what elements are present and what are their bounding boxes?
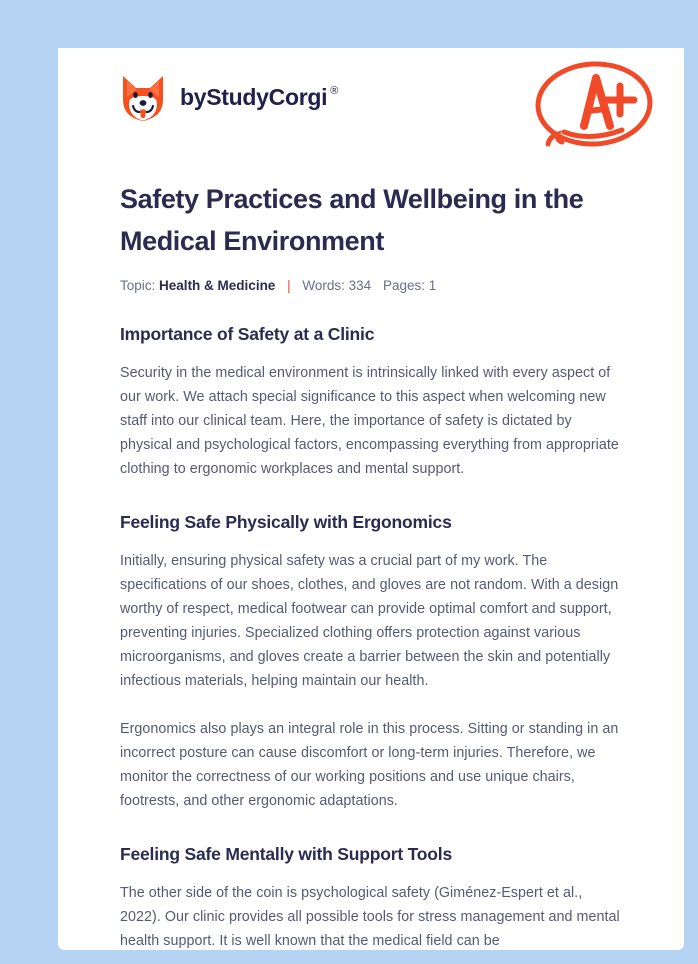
brand-logo-group[interactable] [120, 72, 338, 122]
brand-name [180, 84, 338, 111]
section-3-paragraph-1: The other side of the coin is psychological safety (Giménez-Espert et al., 2022). Our clinic provides all possible tools for stress management and mental health support. It is well known that the medical field can be [120, 885, 620, 949]
corgi-face-icon [120, 72, 166, 122]
section-heading-1: Importance of Safety at a Clinic [120, 324, 375, 344]
page-count: Pages: 1 [382, 278, 437, 293]
word-count: Words: 334 [302, 278, 372, 293]
document-meta [120, 278, 622, 293]
document-header [58, 48, 684, 160]
section-heading-2: Feeling Safe Physically with Ergonomics [120, 512, 452, 532]
document-paper [58, 48, 684, 950]
topic-label: Topic: [120, 278, 156, 293]
registered-trademark-icon: ® [330, 84, 339, 97]
meta-separator: | [287, 278, 291, 293]
section-2-paragraph-1: Initially, ensuring physical safety was a crucial part of my work. The specifications of our shoes, clothes, and gloves are not random. With a design worthy of respect, medical footwear can provide optimal comfort and support, preventing injuries. Specialized clothing offers protection against various microorganisms, and gloves create a barrier between the skin and potentially infectious materials, helping maintain our health. [120, 553, 619, 689]
section-heading-3: Feeling Safe Mentally with Support Tools [120, 844, 452, 864]
page-title: Safety Practices and Wellbeing in the Medical Environment [120, 184, 584, 256]
brand-prefix: by [180, 83, 207, 110]
section-1-paragraph-1: Security in the medical environment is intrinsically linked with every aspect of our work. We attach special significance to this aspect when welcoming new staff into our clinical team. Here, the importance of safety is dictated by physical and psychological factors, encompassing everything from appropriate clothing to ergonomic workplaces and mental support. [120, 365, 619, 477]
section-2-paragraph-2: Ergonomics also plays an integral role in this process. Sitting or standing in an incorrect posture can cause discomfort or long-term injuries. Therefore, we monitor the correctness of our working positions and use unique chairs, footrests, and other ergonomic adaptations. [120, 721, 619, 809]
topic-value[interactable]: Health & Medicine [159, 278, 276, 293]
document-content [58, 178, 684, 950]
brand-title: StudyCorgi [206, 83, 328, 110]
